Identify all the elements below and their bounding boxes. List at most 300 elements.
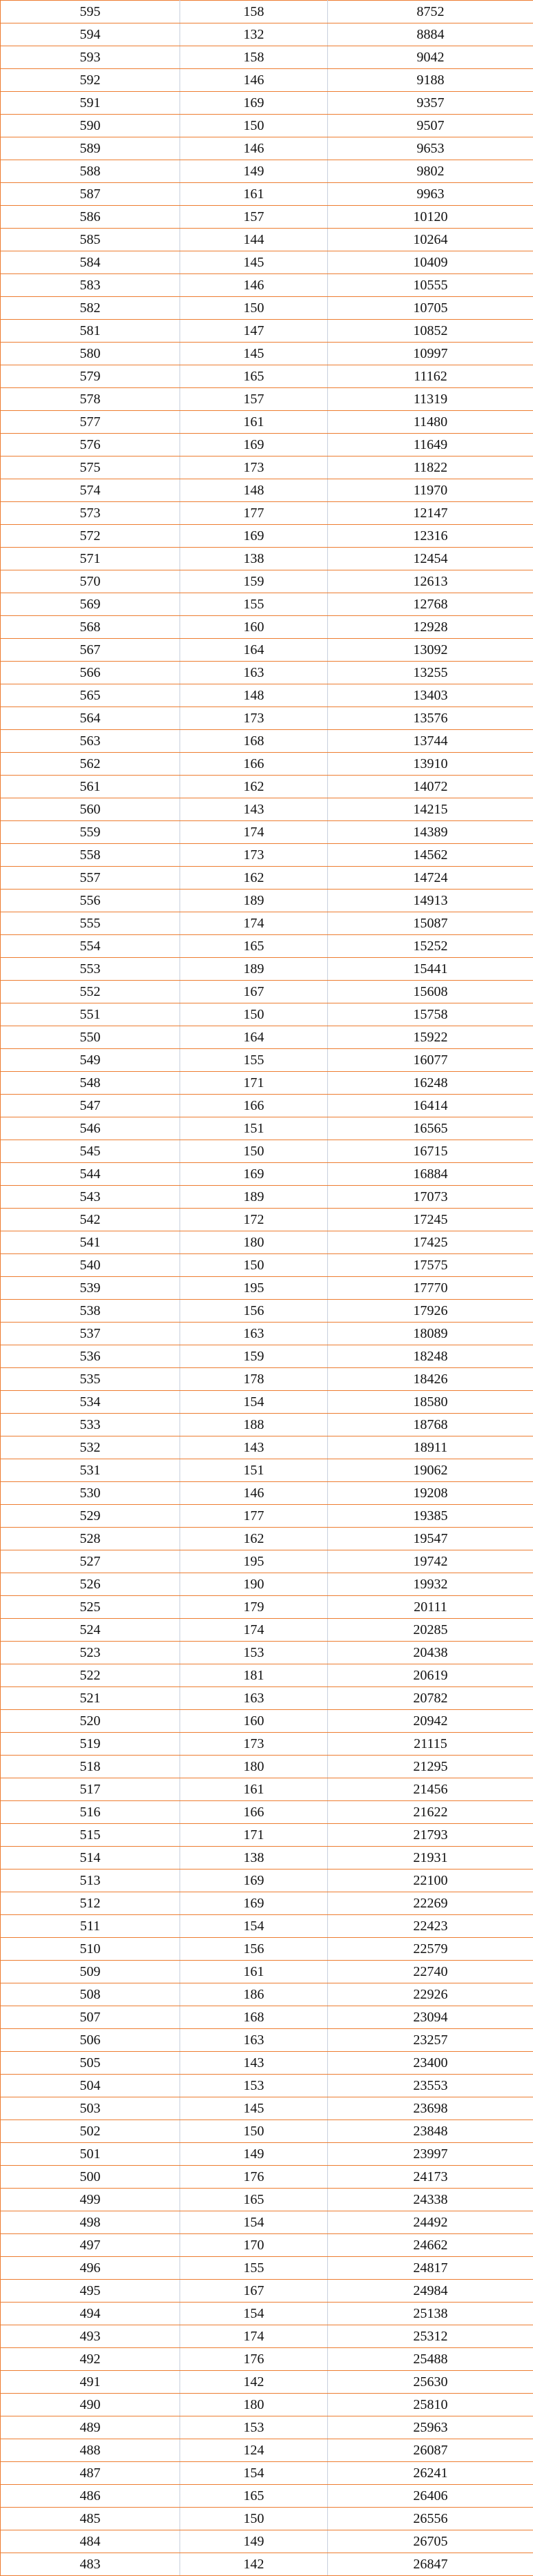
score-cell: 485 — [1, 2508, 180, 2530]
score-cell: 515 — [1, 1824, 180, 1847]
count-cell: 151 — [180, 1459, 328, 1482]
table-row — [1, 1277, 533, 1300]
cumulative-count-cell: 20111 — [328, 1596, 533, 1619]
cumulative-count-cell: 14562 — [328, 844, 533, 867]
cumulative-count-cell: 18248 — [328, 1345, 533, 1368]
cumulative-count-cell: 14724 — [328, 867, 533, 890]
cumulative-count-cell: 26556 — [328, 2508, 533, 2530]
table-row — [1, 274, 533, 297]
cumulative-count-cell: 14072 — [328, 776, 533, 798]
table-row — [1, 411, 533, 434]
score-cell: 578 — [1, 388, 180, 411]
table-row — [1, 2189, 533, 2211]
score-cell: 568 — [1, 616, 180, 639]
score-cell: 533 — [1, 1414, 180, 1436]
count-cell: 150 — [180, 2120, 328, 2143]
count-cell: 186 — [180, 1983, 328, 2006]
cumulative-count-cell: 15922 — [328, 1026, 533, 1049]
count-cell: 165 — [180, 365, 328, 388]
table-row — [1, 46, 533, 69]
cumulative-count-cell: 20438 — [328, 1642, 533, 1664]
score-cell: 531 — [1, 1459, 180, 1482]
table-row — [1, 23, 533, 46]
cumulative-count-cell: 14215 — [328, 798, 533, 821]
score-cell: 584 — [1, 251, 180, 274]
table-row — [1, 137, 533, 160]
score-cell: 546 — [1, 1117, 180, 1140]
cumulative-count-cell: 14389 — [328, 821, 533, 844]
count-cell: 162 — [180, 867, 328, 890]
count-cell: 164 — [180, 639, 328, 662]
count-cell: 176 — [180, 2348, 328, 2371]
count-cell: 153 — [180, 2416, 328, 2439]
count-cell: 138 — [180, 1847, 328, 1869]
table-row — [1, 2462, 533, 2485]
cumulative-count-cell: 24492 — [328, 2211, 533, 2234]
cumulative-count-cell: 23400 — [328, 2052, 533, 2075]
score-cell: 549 — [1, 1049, 180, 1072]
score-cell: 484 — [1, 2530, 180, 2553]
count-cell: 162 — [180, 1528, 328, 1550]
count-cell: 177 — [180, 1505, 328, 1528]
table-row — [1, 935, 533, 958]
count-cell: 159 — [180, 570, 328, 593]
table-row — [1, 912, 533, 935]
score-cell: 561 — [1, 776, 180, 798]
table-row — [1, 2143, 533, 2166]
cumulative-count-cell: 9963 — [328, 183, 533, 206]
cumulative-count-cell: 23553 — [328, 2075, 533, 2097]
cumulative-count-cell: 26705 — [328, 2530, 533, 2553]
table-row — [1, 1231, 533, 1254]
table-row — [1, 1915, 533, 1938]
score-cell: 516 — [1, 1801, 180, 1824]
table-row — [1, 1345, 533, 1368]
cumulative-count-cell: 24662 — [328, 2234, 533, 2257]
cumulative-count-cell: 26406 — [328, 2485, 533, 2508]
cumulative-count-cell: 9042 — [328, 46, 533, 69]
table-row — [1, 2211, 533, 2234]
score-cell: 576 — [1, 434, 180, 456]
count-cell: 167 — [180, 2280, 328, 2303]
cumulative-count-cell: 18089 — [328, 1323, 533, 1345]
table-row — [1, 1801, 533, 1824]
table-row — [1, 753, 533, 776]
cumulative-count-cell: 14913 — [328, 890, 533, 912]
score-cell: 588 — [1, 160, 180, 183]
score-cell: 573 — [1, 502, 180, 525]
count-cell: 167 — [180, 981, 328, 1003]
cumulative-count-cell: 15252 — [328, 935, 533, 958]
count-cell: 171 — [180, 1824, 328, 1847]
score-cell: 502 — [1, 2120, 180, 2143]
table-row — [1, 1619, 533, 1642]
table-row — [1, 1482, 533, 1505]
count-cell: 148 — [180, 479, 328, 502]
table-row — [1, 1505, 533, 1528]
cumulative-count-cell: 21115 — [328, 1733, 533, 1756]
table-row — [1, 343, 533, 365]
cumulative-count-cell: 9188 — [328, 69, 533, 92]
table-row — [1, 2439, 533, 2462]
table-row — [1, 479, 533, 502]
table-row — [1, 2097, 533, 2120]
score-cell: 570 — [1, 570, 180, 593]
table-row — [1, 2029, 533, 2052]
count-cell: 153 — [180, 2075, 328, 2097]
score-cell: 582 — [1, 297, 180, 320]
table-row — [1, 115, 533, 137]
count-cell: 156 — [180, 1938, 328, 1961]
table-row — [1, 251, 533, 274]
score-cell: 581 — [1, 320, 180, 343]
cumulative-count-cell: 11162 — [328, 365, 533, 388]
count-cell: 143 — [180, 1436, 328, 1459]
count-cell: 154 — [180, 2211, 328, 2234]
score-cell: 548 — [1, 1072, 180, 1095]
count-cell: 169 — [180, 525, 328, 548]
cumulative-count-cell: 10120 — [328, 206, 533, 229]
table-row — [1, 684, 533, 707]
count-cell: 157 — [180, 206, 328, 229]
cumulative-count-cell: 16715 — [328, 1140, 533, 1163]
cumulative-count-cell: 26847 — [328, 2553, 533, 2576]
cumulative-count-cell: 9357 — [328, 92, 533, 115]
table-row — [1, 548, 533, 570]
count-cell: 189 — [180, 890, 328, 912]
table-row — [1, 2280, 533, 2303]
count-cell: 161 — [180, 411, 328, 434]
score-cell: 589 — [1, 137, 180, 160]
cumulative-count-cell: 25138 — [328, 2303, 533, 2325]
count-cell: 168 — [180, 2006, 328, 2029]
score-cell: 523 — [1, 1642, 180, 1664]
table-row — [1, 2394, 533, 2416]
cumulative-count-cell: 16414 — [328, 1095, 533, 1117]
cumulative-count-cell: 12454 — [328, 548, 533, 570]
score-cell: 507 — [1, 2006, 180, 2029]
count-cell: 142 — [180, 2553, 328, 2576]
score-cell: 495 — [1, 2280, 180, 2303]
table-row — [1, 1528, 533, 1550]
cumulative-count-cell: 22579 — [328, 1938, 533, 1961]
cumulative-count-cell: 13910 — [328, 753, 533, 776]
cumulative-count-cell: 13403 — [328, 684, 533, 707]
score-cell: 586 — [1, 206, 180, 229]
count-cell: 132 — [180, 23, 328, 46]
table-row — [1, 1300, 533, 1323]
score-cell: 590 — [1, 115, 180, 137]
score-cell: 545 — [1, 1140, 180, 1163]
count-cell: 161 — [180, 1778, 328, 1801]
score-cell: 572 — [1, 525, 180, 548]
cumulative-count-cell: 18426 — [328, 1368, 533, 1391]
score-cell: 497 — [1, 2234, 180, 2257]
score-cell: 574 — [1, 479, 180, 502]
score-cell: 522 — [1, 1664, 180, 1687]
cumulative-count-cell: 17926 — [328, 1300, 533, 1323]
cumulative-count-cell: 10555 — [328, 274, 533, 297]
count-cell: 157 — [180, 388, 328, 411]
count-cell: 145 — [180, 343, 328, 365]
cumulative-count-cell: 9507 — [328, 115, 533, 137]
table-row — [1, 1687, 533, 1710]
cumulative-count-cell: 8884 — [328, 23, 533, 46]
score-cell: 512 — [1, 1892, 180, 1915]
cumulative-count-cell: 16884 — [328, 1163, 533, 1186]
score-cell: 503 — [1, 2097, 180, 2120]
table-row — [1, 890, 533, 912]
table-row — [1, 1117, 533, 1140]
count-cell: 155 — [180, 1049, 328, 1072]
score-cell: 505 — [1, 2052, 180, 2075]
count-cell: 180 — [180, 1756, 328, 1778]
score-cell: 504 — [1, 2075, 180, 2097]
table-row — [1, 365, 533, 388]
count-cell: 150 — [180, 1003, 328, 1026]
table-row — [1, 1072, 533, 1095]
table-row — [1, 1254, 533, 1277]
count-cell: 159 — [180, 1345, 328, 1368]
score-cell: 591 — [1, 92, 180, 115]
count-cell: 169 — [180, 1869, 328, 1892]
table-row — [1, 958, 533, 981]
table-row — [1, 2052, 533, 2075]
score-cell: 510 — [1, 1938, 180, 1961]
cumulative-count-cell: 21622 — [328, 1801, 533, 1824]
cumulative-count-cell: 17073 — [328, 1186, 533, 1209]
cumulative-count-cell: 15608 — [328, 981, 533, 1003]
count-cell: 154 — [180, 2303, 328, 2325]
cumulative-count-cell: 22100 — [328, 1869, 533, 1892]
table-row — [1, 229, 533, 251]
cumulative-count-cell: 12147 — [328, 502, 533, 525]
table-row — [1, 2303, 533, 2325]
count-cell: 173 — [180, 844, 328, 867]
cumulative-count-cell: 22269 — [328, 1892, 533, 1915]
cumulative-count-cell: 12928 — [328, 616, 533, 639]
cumulative-count-cell: 25630 — [328, 2371, 533, 2394]
cumulative-count-cell: 17245 — [328, 1209, 533, 1231]
table-row — [1, 502, 533, 525]
cumulative-count-cell: 23257 — [328, 2029, 533, 2052]
score-cell: 557 — [1, 867, 180, 890]
count-cell: 180 — [180, 2394, 328, 2416]
table-row — [1, 776, 533, 798]
count-cell: 160 — [180, 1710, 328, 1733]
count-cell: 171 — [180, 1072, 328, 1095]
count-cell: 163 — [180, 2029, 328, 2052]
count-cell: 174 — [180, 912, 328, 935]
score-cell: 490 — [1, 2394, 180, 2416]
count-cell: 155 — [180, 593, 328, 616]
table-row — [1, 1368, 533, 1391]
count-cell: 195 — [180, 1550, 328, 1573]
table-row — [1, 434, 533, 456]
score-cell: 554 — [1, 935, 180, 958]
table-row — [1, 1095, 533, 1117]
score-cell: 565 — [1, 684, 180, 707]
cumulative-count-cell: 8752 — [328, 1, 533, 23]
table-row — [1, 593, 533, 616]
cumulative-count-cell: 24338 — [328, 2189, 533, 2211]
count-cell: 150 — [180, 1140, 328, 1163]
score-cell: 532 — [1, 1436, 180, 1459]
count-cell: 195 — [180, 1277, 328, 1300]
score-cell: 569 — [1, 593, 180, 616]
score-cell: 562 — [1, 753, 180, 776]
table-row — [1, 320, 533, 343]
count-cell: 124 — [180, 2439, 328, 2462]
table-row — [1, 867, 533, 890]
score-cell: 571 — [1, 548, 180, 570]
count-cell: 154 — [180, 1391, 328, 1414]
score-cell: 525 — [1, 1596, 180, 1619]
count-cell: 155 — [180, 2257, 328, 2280]
score-cell: 498 — [1, 2211, 180, 2234]
cumulative-count-cell: 25488 — [328, 2348, 533, 2371]
cumulative-count-cell: 18580 — [328, 1391, 533, 1414]
count-cell: 180 — [180, 1231, 328, 1254]
count-cell: 153 — [180, 1642, 328, 1664]
score-cell: 506 — [1, 2029, 180, 2052]
count-cell: 165 — [180, 2189, 328, 2211]
table-row — [1, 1209, 533, 1231]
count-cell: 150 — [180, 297, 328, 320]
count-cell: 173 — [180, 1733, 328, 1756]
cumulative-count-cell: 15441 — [328, 958, 533, 981]
table-row — [1, 1847, 533, 1869]
score-cell: 595 — [1, 1, 180, 23]
count-cell: 165 — [180, 935, 328, 958]
cumulative-count-cell: 17575 — [328, 1254, 533, 1277]
score-cell: 526 — [1, 1573, 180, 1596]
count-cell: 177 — [180, 502, 328, 525]
score-cell: 566 — [1, 662, 180, 684]
score-cell: 538 — [1, 1300, 180, 1323]
table-row — [1, 1, 533, 23]
score-cell: 491 — [1, 2371, 180, 2394]
cumulative-count-cell: 11822 — [328, 456, 533, 479]
score-cell: 559 — [1, 821, 180, 844]
table-row — [1, 1642, 533, 1664]
table-row — [1, 1026, 533, 1049]
score-cell: 540 — [1, 1254, 180, 1277]
score-cell: 579 — [1, 365, 180, 388]
cumulative-count-cell: 20619 — [328, 1664, 533, 1687]
table-row — [1, 2416, 533, 2439]
cumulative-count-cell: 17425 — [328, 1231, 533, 1254]
count-cell: 165 — [180, 2485, 328, 2508]
table-row — [1, 2348, 533, 2371]
count-cell: 142 — [180, 2371, 328, 2394]
table-row — [1, 1892, 533, 1915]
count-cell: 154 — [180, 2462, 328, 2485]
table-row — [1, 2325, 533, 2348]
count-cell: 189 — [180, 1186, 328, 1209]
table-row — [1, 206, 533, 229]
score-cell: 513 — [1, 1869, 180, 1892]
table-row — [1, 69, 533, 92]
table-row — [1, 1459, 533, 1482]
cumulative-count-cell: 18768 — [328, 1414, 533, 1436]
cumulative-count-cell: 17770 — [328, 1277, 533, 1300]
cumulative-count-cell: 25810 — [328, 2394, 533, 2416]
score-cell: 575 — [1, 456, 180, 479]
cumulative-count-cell: 19742 — [328, 1550, 533, 1573]
count-cell: 188 — [180, 1414, 328, 1436]
count-cell: 161 — [180, 183, 328, 206]
count-cell: 178 — [180, 1368, 328, 1391]
table-row — [1, 160, 533, 183]
score-cell: 514 — [1, 1847, 180, 1869]
table-row — [1, 1710, 533, 1733]
count-cell: 138 — [180, 548, 328, 570]
score-cell: 536 — [1, 1345, 180, 1368]
count-cell: 169 — [180, 1163, 328, 1186]
score-cell: 534 — [1, 1391, 180, 1414]
cumulative-count-cell: 15758 — [328, 1003, 533, 1026]
score-cell: 486 — [1, 2485, 180, 2508]
count-cell: 151 — [180, 1117, 328, 1140]
score-cell: 483 — [1, 2553, 180, 2576]
score-cell: 558 — [1, 844, 180, 867]
count-cell: 174 — [180, 1619, 328, 1642]
table-row — [1, 2530, 533, 2553]
score-cell: 577 — [1, 411, 180, 434]
cumulative-count-cell: 19062 — [328, 1459, 533, 1482]
count-cell: 166 — [180, 1095, 328, 1117]
cumulative-count-cell: 25963 — [328, 2416, 533, 2439]
score-cell: 487 — [1, 2462, 180, 2485]
score-cell: 518 — [1, 1756, 180, 1778]
table-row — [1, 616, 533, 639]
score-cell: 517 — [1, 1778, 180, 1801]
cumulative-count-cell: 19932 — [328, 1573, 533, 1596]
table-row — [1, 1733, 533, 1756]
score-cell: 496 — [1, 2257, 180, 2280]
cumulative-count-cell: 24173 — [328, 2166, 533, 2189]
cumulative-count-cell: 12613 — [328, 570, 533, 593]
cumulative-count-cell: 24817 — [328, 2257, 533, 2280]
count-cell: 149 — [180, 2530, 328, 2553]
count-cell: 173 — [180, 456, 328, 479]
table-row — [1, 1414, 533, 1436]
cumulative-count-cell: 19547 — [328, 1528, 533, 1550]
score-cell: 585 — [1, 229, 180, 251]
cumulative-count-cell: 10852 — [328, 320, 533, 343]
count-cell: 163 — [180, 662, 328, 684]
cumulative-count-cell: 26241 — [328, 2462, 533, 2485]
table-row — [1, 1596, 533, 1619]
cumulative-count-cell: 10705 — [328, 297, 533, 320]
score-cell: 594 — [1, 23, 180, 46]
table-row — [1, 1869, 533, 1892]
count-cell: 146 — [180, 137, 328, 160]
count-cell: 174 — [180, 821, 328, 844]
table-row — [1, 1961, 533, 1983]
cumulative-count-cell: 21456 — [328, 1778, 533, 1801]
score-cell: 493 — [1, 2325, 180, 2348]
count-cell: 163 — [180, 1323, 328, 1345]
cumulative-count-cell: 19385 — [328, 1505, 533, 1528]
count-cell: 146 — [180, 69, 328, 92]
cumulative-count-cell: 20285 — [328, 1619, 533, 1642]
table-row — [1, 456, 533, 479]
count-cell: 145 — [180, 251, 328, 274]
score-cell: 535 — [1, 1368, 180, 1391]
count-cell: 149 — [180, 160, 328, 183]
